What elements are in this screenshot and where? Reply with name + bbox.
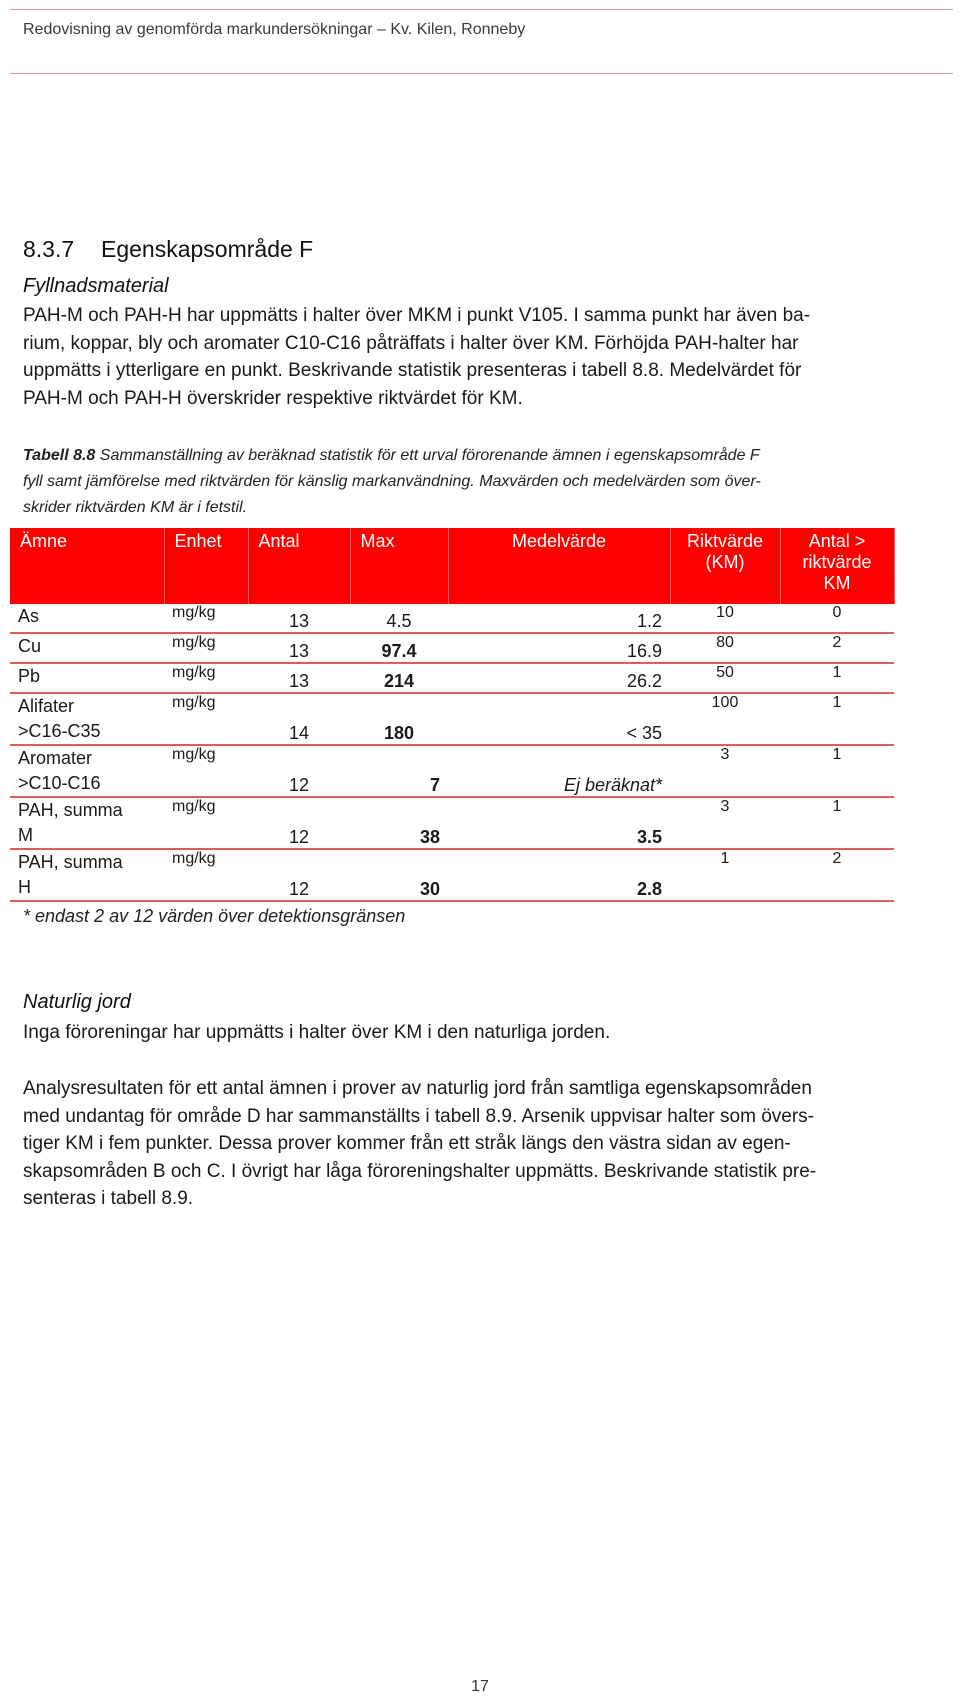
header-line: Antal > [808,531,866,551]
table-row [10,745,894,797]
cell-enhet: mg/kg [164,663,248,693]
name-line: M [18,825,33,845]
natural-statement: Inga föroreningar har uppmätts i halter över KM i den naturliga jorden. [23,1022,611,1043]
cell-max: 4.5 [350,604,448,633]
cell-max: 30 [350,849,448,901]
cell-km: 80 [670,633,780,663]
table-header-row [10,528,894,604]
cell-amne: Pb [10,663,164,693]
fill-paragraph [23,302,943,412]
cell-antal: 14 [248,693,350,745]
caption-line: skrider riktvärden KM är i fetstil. [23,499,248,516]
name-line: Aromater [18,748,93,768]
cell-amne [10,849,164,901]
cell-max: 38 [350,797,448,849]
table-row [10,797,894,849]
cell-over: 1 [780,797,894,849]
cell-antal: 13 [248,633,350,663]
natural-line: skapsområden B och C. I övrigt har låga föroreningshalter uppmätts. Beskrivande statistik pre- [23,1160,817,1182]
cell-enhet: mg/kg [164,745,248,797]
cell-max: 7 [350,745,448,797]
col-header-riktvarde [670,528,780,604]
col-header-antal-over [780,528,894,604]
name-line: Alifater [18,696,75,716]
caption-text: Sammanställning av beräknad statistik för ett urval förorenande ämnen i egenskapsområde F [95,447,760,464]
cell-over: 1 [780,745,894,797]
section-number: 8.3.7 [23,236,75,262]
fill-line: PAH-M och PAH-H överskrider respektive riktvärdet för KM. [23,387,523,409]
fill-subheading: Fyllnadsmaterial [23,275,169,297]
cell-antal: 13 [248,663,350,693]
cell-enhet: mg/kg [164,693,248,745]
header-line: Riktvärde [686,531,764,551]
cell-over: 2 [780,849,894,901]
cell-km: 3 [670,797,780,849]
header-line: KM [823,573,851,593]
cell-medel: 1.2 [448,604,670,633]
cell-max: 97.4 [350,633,448,663]
natural-line: tiger KM i fem punkter. Dessa prover kommer från ett stråk längs den västra sidan av egen- [23,1133,791,1154]
cell-enhet: mg/kg [164,604,248,633]
fill-line: uppmätts i ytterligare en punkt. Beskrivande statistik presenteras i tabell 8.8. Medelvärdet för [23,360,802,381]
section-title: Egenskapsområde F [101,236,314,262]
section-heading [23,236,313,263]
header-rule-top [10,9,953,10]
cell-over: 0 [780,604,894,633]
header-line: (KM) [705,552,745,572]
cell-over: 2 [780,633,894,663]
cell-enhet: mg/kg [164,797,248,849]
cell-medel: Ej beräknat* [448,745,670,797]
cell-antal: 12 [248,797,350,849]
col-header-max: Max [350,528,448,604]
cell-over: 1 [780,693,894,745]
col-header-enhet: Enhet [164,528,248,604]
header-rule-bottom [10,73,953,74]
cell-km: 1 [670,849,780,901]
cell-medel: 26.2 [448,663,670,693]
natural-line: med undantag för område D har sammanställts i tabell 8.9. Arsenik uppvisar halter som övers- [23,1105,814,1127]
caption-line: fyll samt jämförelse med riktvärden för känslig markanvändning. Maxvärden och medelvärden som över- [23,473,761,490]
name-line: >C10-C16 [18,773,101,793]
cell-antal: 12 [248,849,350,901]
cell-medel: < 35 [448,693,670,745]
cell-medel: 2.8 [448,849,670,901]
cell-antal: 13 [248,604,350,633]
cell-amne: As [10,604,164,633]
table-row [10,633,894,663]
cell-km: 100 [670,693,780,745]
cell-enhet: mg/kg [164,849,248,901]
cell-amne [10,797,164,849]
name-line: PAH, summa [18,800,123,820]
table-row [10,693,894,745]
fill-line: PAH-M och PAH-H har uppmätts i halter över MKM i punkt V105. I samma punkt har även ba- [23,305,811,326]
cell-medel: 3.5 [448,797,670,849]
cell-max: 180 [350,693,448,745]
name-line: H [18,877,31,897]
name-line: >C16-C35 [18,721,101,741]
caption-label: Tabell 8.8 [23,447,96,464]
natural-line: senteras i tabell 8.9. [23,1188,194,1209]
page-number: 17 [471,1678,489,1695]
natural-subheading: Naturlig jord [23,991,131,1013]
cell-enhet: mg/kg [164,633,248,663]
running-header: Redovisning av genomförda markundersökningar – Kv. Kilen, Ronneby [23,21,526,38]
cell-max: 214 [350,663,448,693]
col-header-medelvarde: Medelvärde [448,528,670,604]
table-row [10,663,894,693]
table-row [10,604,894,633]
table-row [10,849,894,901]
header-line: riktvärde [802,552,872,572]
cell-over: 1 [780,663,894,693]
col-header-amne: Ämne [10,528,164,604]
col-header-antal: Antal [248,528,350,604]
fill-line: rium, koppar, bly och aromater C10-C16 påträffats i halter över KM. Förhöjda PAH-halter har [23,332,799,354]
cell-km: 10 [670,604,780,633]
table-footnote: * endast 2 av 12 värden över detektionsgränsen [23,906,406,926]
cell-km: 50 [670,663,780,693]
cell-medel: 16.9 [448,633,670,663]
natural-line: Analysresultaten för ett antal ämnen i prover av naturlig jord från samtliga egenskapsområden [23,1078,812,1099]
statistics-table [10,528,895,902]
table-caption [23,443,933,521]
cell-amne: Cu [10,633,164,663]
natural-paragraph [23,1075,943,1213]
cell-km: 3 [670,745,780,797]
name-line: PAH, summa [18,852,123,872]
cell-antal: 12 [248,745,350,797]
cell-amne [10,693,164,745]
caption-line [23,443,933,469]
cell-amne [10,745,164,797]
